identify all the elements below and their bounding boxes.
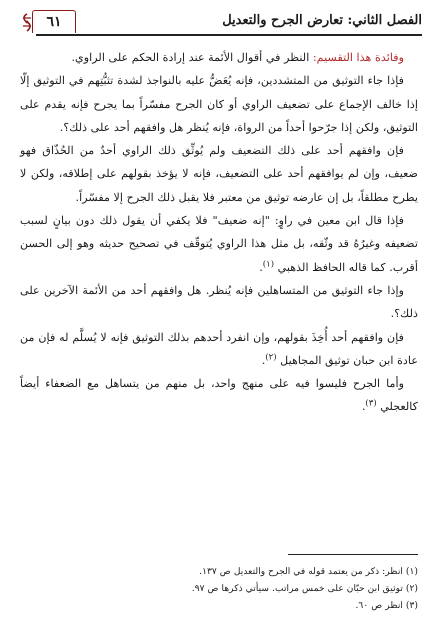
- footnote: (٢) توثيق ابن حبّان على خمس مراتب. سيأتي ذكرها ص ٩٧.: [191, 583, 418, 594]
- paragraph-text: وأما الجرح فليسوا فيه على منهج واحد، بل منهم من يتساهل مع الضعفاء أيضاً كالعجلي: [20, 377, 418, 414]
- paragraph: وأما الجرح فليسوا فيه على منهج واحد، بل منهم من يتساهل مع الضعفاء أيضاً كالعجلي $^{(٣)}$.: [20, 377, 418, 414]
- page-number-frame: [32, 10, 76, 33]
- header-rule: [36, 34, 422, 36]
- paragraph: فإذا قال ابن معين في راوٍ: "إنه ضعيف" فلا يكفي أن يقول ذلك دون بيانٍ لسبب تضعيفه وغيرُهُ قد وثّقه، بل مثل هذا الراوي يُتوقّف في تصحيح حديثه وهو إلى الحسن أقرب. كما قاله الحافظ الذهبي $^{(١)}$.: [20, 214, 418, 274]
- paragraph-text: فإذا قال ابن معين في راوٍ: "إنه ضعيف" فلا يكفي أن يقول ذلك دون بيانٍ لسبب تضعيفه وغيرُهُ قد وثّقه، بل مثل هذا الراوي يُتوقّف في تصحيح حديثه وهو إلى الحسن أقرب. كما قاله الحافظ الذهبي: [20, 214, 418, 274]
- paragraph: [20, 46, 418, 69]
- footnotes: [20, 563, 418, 614]
- footnote: (٣) انظر ص ٦٠.: [355, 600, 418, 611]
- section-lead: وفائدة هذا التقسيم:: [312, 51, 404, 64]
- footnote-rule: [288, 554, 418, 555]
- footnote-ref: (١): [262, 258, 275, 269]
- paragraph: فإذا جاء التوثيق من المتشددين، فإنه يُعَضُّ عليه بالنواجذ لشدة تثبُّتِهم في التوثيق إلّا إذا خالف الإجماع على تضعيف الراوي أو كان الجرح مفسّراً بما يجرح فإنه يقدم على التوثيق، ولكن إذا جرّحوا أحداً من الرواة، فإنه يُنظر هل وافقهم أحد على ذلك؟.: [20, 74, 418, 134]
- main-text: [20, 46, 418, 419]
- paragraph: وإذا جاء التوثيق من المتساهلين فإنه يُنظر. هل وافقهم أحد من الأئمة الآخرين على ذلك؟.: [20, 283, 418, 321]
- paragraph: فإن وافقهم أحد أُخِذَ بقولهم، وإن انفرد أحدهم بذلك التوثيق فإنه لا يُسلَّم له فإن من عادة ابن حبان توثيق المجاهيل $^{(٢)}$.: [20, 330, 418, 367]
- page-number: ٦١: [46, 14, 62, 30]
- footnote: (١) انظر: ذكر من يعتمد قوله في الجرح والتعديل ص ١٣٧.: [199, 566, 418, 577]
- paragraph: فإن وافقهم أحد على ذلك التضعيف ولم يُوثِّق ذلك الراوي أحدٌ من الحُذّاق فهو ضعيف، وإن لم يوافقهم أحد على التضعيف، فإنه لا يؤخذ بقولهم على إطلاقه، ولكن لا يطرح مطلقاً، بل إن عارضه توثيق من معتبر فلا يقبل ذلك الجرح إلا مفسّراً.: [20, 144, 418, 204]
- paragraph-text: فإن وافقهم أحد أُخِذَ بقولهم، وإن انفرد أحدهم بذلك التوثيق فإنه لا يُسلَّم له فإن من عادة ابن حبان توثيق المجاهيل: [20, 330, 418, 367]
- paragraph-text: النظر في أقوال الأئمة عند إرادة الحكم على الراوي.: [71, 51, 313, 64]
- footnote-ref: (٢): [265, 352, 277, 363]
- footnote-ref: (٣): [365, 398, 377, 409]
- chapter-title: الفصل الثاني: تعارض الجرح والتعديل: [222, 13, 422, 28]
- page-header: [20, 10, 422, 36]
- ornament-icon: [20, 12, 34, 34]
